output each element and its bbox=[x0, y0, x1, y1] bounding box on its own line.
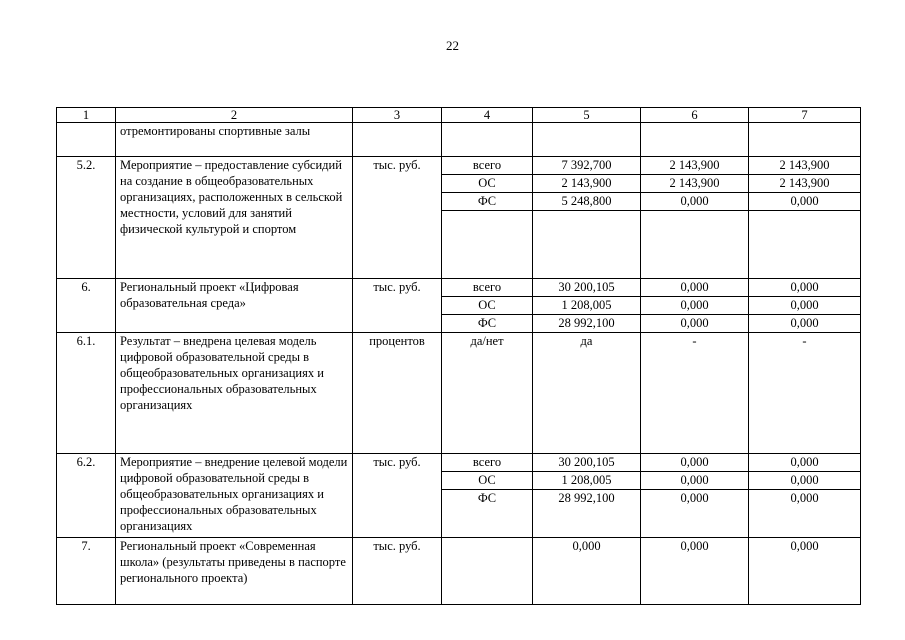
row-number bbox=[57, 123, 116, 157]
value: 0,000 bbox=[680, 455, 709, 469]
value: 0,000 bbox=[749, 314, 860, 332]
source-label: ФС bbox=[442, 192, 532, 211]
value-cell-col7 bbox=[749, 279, 861, 333]
value-cell-col4 bbox=[442, 538, 533, 605]
value-cell-col6 bbox=[641, 454, 749, 538]
value: 0,000 bbox=[641, 314, 748, 332]
row-number: 6.1. bbox=[57, 333, 116, 454]
row-unit: тыс. руб. bbox=[353, 454, 442, 538]
value-cell-col5 bbox=[533, 157, 641, 279]
row-cell bbox=[749, 123, 861, 157]
table-header-row bbox=[57, 108, 861, 123]
row-number: 6.2. bbox=[57, 454, 116, 538]
value: 28 992,100 bbox=[533, 489, 640, 507]
source-label: ОС bbox=[442, 174, 532, 192]
value-cell-col7 bbox=[749, 157, 861, 279]
source-label: всего bbox=[472, 455, 502, 469]
table-row bbox=[57, 454, 861, 538]
column-header: 2 bbox=[116, 108, 353, 123]
table-row bbox=[57, 333, 861, 454]
value: 0,000 bbox=[790, 455, 819, 469]
column-header: 7 bbox=[749, 108, 861, 123]
value-cell-col5: да bbox=[533, 333, 641, 454]
column-header: 6 bbox=[641, 108, 749, 123]
value: 2 143,900 bbox=[779, 158, 830, 172]
source-cell bbox=[442, 454, 533, 538]
value: 0,000 bbox=[790, 280, 819, 294]
column-header: 5 bbox=[533, 108, 641, 123]
table-row bbox=[57, 538, 861, 605]
value-cell-col7: 0,000 bbox=[749, 538, 861, 605]
value: 5 248,800 bbox=[533, 192, 640, 211]
value: 0,000 bbox=[749, 296, 860, 314]
value: 30 200,105 bbox=[558, 280, 615, 294]
table-row bbox=[57, 123, 861, 157]
value-cell-col5 bbox=[533, 454, 641, 538]
source-label: всего bbox=[472, 158, 502, 172]
value: 0,000 bbox=[749, 192, 860, 211]
row-name: Результат – внедрена целевая модель цифровой образовательной среды в общеобразовательных организациях и профессиональных образовательных организациях bbox=[116, 333, 353, 454]
row-number: 6. bbox=[57, 279, 116, 333]
source-label: ОС bbox=[442, 296, 532, 314]
value-cell-col7: - bbox=[749, 333, 861, 454]
value-cell-col5: 0,000 bbox=[533, 538, 641, 605]
source-label: ФС bbox=[442, 489, 532, 507]
row-unit bbox=[353, 123, 442, 157]
source-label: ОС bbox=[442, 471, 532, 489]
source-label: ФС bbox=[442, 314, 532, 332]
row-name: Мероприятие – предоставление субсидий на создание в общеобразовательных организациях, расположенных в сельской местности, условий для занятий физической культурой и спортом bbox=[116, 157, 353, 279]
value: 30 200,105 bbox=[558, 455, 615, 469]
budget-table bbox=[56, 107, 861, 605]
row-unit: тыс. руб. bbox=[353, 157, 442, 279]
value: 1 208,005 bbox=[533, 471, 640, 489]
value: 0,000 bbox=[680, 280, 709, 294]
value: 7 392,700 bbox=[561, 158, 612, 172]
page-number: 22 bbox=[446, 38, 459, 53]
value-cell-col6 bbox=[641, 157, 749, 279]
value-cell-col5 bbox=[533, 279, 641, 333]
value: 0,000 bbox=[641, 192, 748, 211]
value-cell-col6 bbox=[641, 279, 749, 333]
value: 0,000 bbox=[749, 471, 860, 489]
value-cell-col4: да/нет bbox=[442, 333, 533, 454]
row-cell bbox=[533, 123, 641, 157]
row-name: Региональный проект «Цифровая образовательная среда» bbox=[116, 279, 353, 333]
value-cell-col6: - bbox=[641, 333, 749, 454]
source-label: всего bbox=[472, 280, 502, 294]
value: 2 143,900 bbox=[641, 174, 748, 192]
value-cell-col7 bbox=[749, 454, 861, 538]
row-unit: процентов bbox=[353, 333, 442, 454]
column-header: 3 bbox=[353, 108, 442, 123]
row-cell bbox=[442, 123, 533, 157]
value: 0,000 bbox=[641, 296, 748, 314]
row-name: Мероприятие – внедрение целевой модели цифровой образовательной среды в общеобразовательных организациях и профессиональных образовательных организациях bbox=[116, 454, 353, 538]
value-cell-col6: 0,000 bbox=[641, 538, 749, 605]
column-header: 4 bbox=[442, 108, 533, 123]
value: 1 208,005 bbox=[533, 296, 640, 314]
table-row bbox=[57, 279, 861, 333]
value: 2 143,900 bbox=[749, 174, 860, 192]
row-cell bbox=[641, 123, 749, 157]
value: 2 143,900 bbox=[533, 174, 640, 192]
value: 0,000 bbox=[641, 471, 748, 489]
row-unit: тыс. руб. bbox=[353, 279, 442, 333]
value: 28 992,100 bbox=[533, 314, 640, 332]
source-cell bbox=[442, 157, 533, 279]
row-name: Региональный проект «Современная школа» (результаты приведены в паспорте регионального проекта) bbox=[116, 538, 353, 605]
row-number: 5.2. bbox=[57, 157, 116, 279]
column-header: 1 bbox=[57, 108, 116, 123]
table-row bbox=[57, 157, 861, 279]
source-cell bbox=[442, 279, 533, 333]
value: 0,000 bbox=[641, 489, 748, 507]
row-unit: тыс. руб. bbox=[353, 538, 442, 605]
value: 2 143,900 bbox=[669, 158, 720, 172]
value: 0,000 bbox=[749, 489, 860, 507]
row-number: 7. bbox=[57, 538, 116, 605]
row-name: отремонтированы спортивные залы bbox=[116, 123, 353, 157]
